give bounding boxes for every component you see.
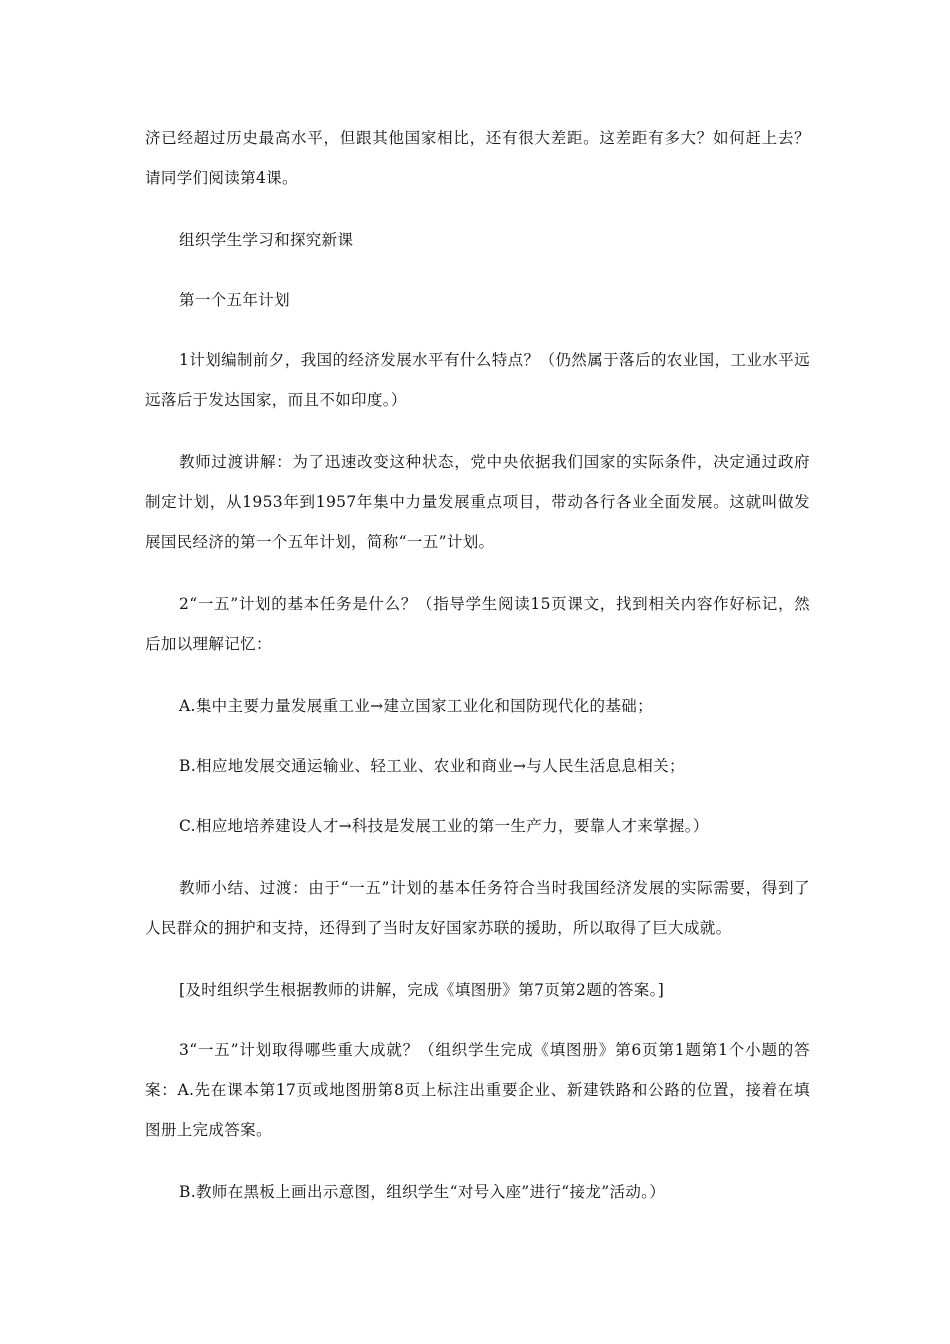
document-body — [145, 118, 810, 1234]
question-1-paragraph: 1计划编制前夕，我国的经济发展水平有什么特点？（仍然属于落后的农业国，工业水平远远落后于发达国家，而且不如印度。） — [145, 351, 810, 409]
section-heading-first-five-year-plan: 第一个五年计划 — [179, 291, 290, 309]
question-3-paragraph: 3“一五”计划取得哪些重大成就？（组织学生完成《填图册》第6页第1题第1个小题的答案：A.先在课本第17页或地图册第8页上标注出重要企业、新建铁路和公路的位置，接着在填图册上完成答案。 — [145, 1041, 810, 1139]
task-c-item: C.相应地培养建设人才→科技是发展工业的第一生产力，要靠人才来掌握。） — [179, 817, 709, 835]
teacher-summary-paragraph: 教师小结、过渡：由于“一五”计划的基本任务符合当时我国经济发展的实际需要，得到了人民群众的拥护和支持，还得到了当时友好国家苏联的援助，所以取得了巨大成就。 — [145, 879, 810, 937]
task-b-item: B.相应地发展交通运输业、轻工业、农业和商业→与人民生活息息相关； — [179, 757, 685, 775]
section-heading-new-lesson: 组织学生学习和探究新课 — [179, 231, 354, 249]
workbook-instruction-paragraph: [及时组织学生根据教师的讲解，完成《填图册》第7页第2题的答案。] — [179, 981, 665, 999]
task-a-item: A.集中主要力量发展重工业→建立国家工业化和国防现代化的基础； — [179, 697, 653, 715]
question-2-paragraph: 2“一五”计划的基本任务是什么？（指导学生阅读15页课文，找到相关内容作好标记，然后加以理解记忆： — [145, 595, 810, 653]
activity-b-paragraph: B.教师在黑板上画出示意图，组织学生“对号入座”进行“接龙”活动。） — [179, 1183, 666, 1201]
paragraph-continuation: 济已经超过历史最高水平，但跟其他国家相比，还有很大差距。这差距有多大？如何赶上去？请同学们阅读第4课。 — [145, 129, 810, 187]
teacher-transition-paragraph: 教师过渡讲解：为了迅速改变这种状态，党中央依据我们国家的实际条件，决定通过政府制定计划，从1953年到1957年集中力量发展重点项目，带动各行各业全面发展。这就叫做发展国民经济的第一个五年计划，简称“一五”计划。 — [145, 453, 810, 551]
